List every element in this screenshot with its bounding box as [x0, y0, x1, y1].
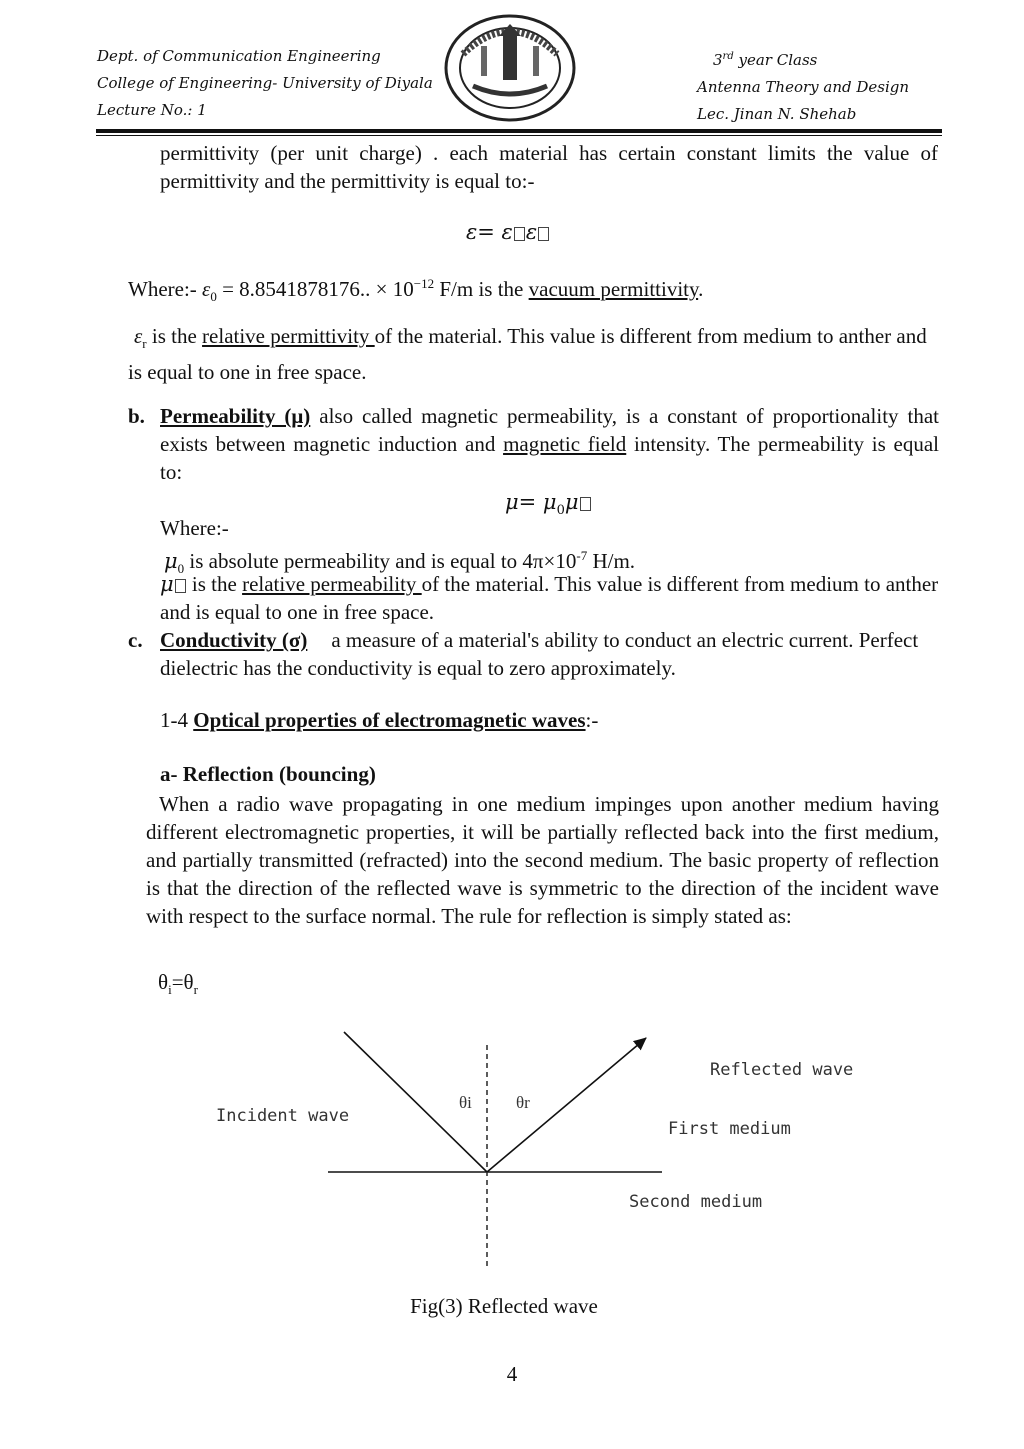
- missing-glyph-box: [538, 227, 549, 241]
- section-title: Optical properties of electromagnetic waves: [193, 708, 586, 732]
- second-medium-label: Second medium: [629, 1192, 763, 1212]
- header-left: [97, 43, 433, 124]
- header-lecture: Lecture No.: 1: [97, 101, 207, 119]
- relative-permittivity-link[interactable]: relative permittivity: [202, 324, 375, 348]
- absolute-permeability-line: $\mu_0$ is absolute permeability and is equal to $4\pi\times 10^{-7}$ H/m.: [164, 548, 636, 577]
- where-label: Where:-: [160, 516, 229, 540]
- header-college: College of Engineering- University of Diyala: [97, 74, 433, 92]
- header-dept: Dept. of Communication Engineering: [97, 47, 381, 65]
- header-rule-thick: [96, 129, 942, 133]
- conductivity-title: Conductivity (σ): [160, 628, 308, 652]
- missing-glyph-box: [175, 579, 186, 593]
- reflection-paragraph: When a radio wave propagating in one medium impinges upon another medium having different electromagnetic properties, it will be partially reflected back into the first medium, and partially transmitted (refracted) into the second medium. The basic property of reflection is that the direction of the reflected wave is symmetric to the direction of the incident wave with respect to the surface normal. The rule for reflection is simply stated as:: [146, 792, 939, 928]
- header-right: [697, 43, 909, 128]
- header-course: Antenna Theory and Design: [697, 78, 910, 96]
- permeability-title: Permeability (μ): [160, 404, 311, 428]
- incident-wave-label: Incident wave: [216, 1106, 350, 1126]
- relative-permeability-paragraph: μ is the relative permeability of the material. This value is different from medium to anther and is equal to one in free space.: [160, 572, 939, 624]
- vacuum-permittivity-line: Where:- $\varepsilon_0 = 8.8541878176$.. × $10^{-12}$ F/m is the vacuum permittivity.: [128, 276, 704, 305]
- reflection-rule: $\theta_i=\theta_r$: [158, 970, 198, 998]
- magnetic-field-link[interactable]: magnetic field: [503, 432, 627, 456]
- item-c-label: c.: [128, 628, 143, 652]
- permeability-equation: $\mu= \mu_0\mu$: [505, 490, 592, 518]
- reflected-ray: [487, 1038, 646, 1172]
- header-lecturer: Lec. Jinan N. Shehab: [697, 105, 857, 123]
- first-medium-label: First medium: [668, 1119, 791, 1139]
- missing-glyph-box: [514, 227, 525, 241]
- reflection-diagram: [200, 1020, 900, 1280]
- header-year: 3rd year Class: [713, 51, 818, 69]
- section-heading: 1-4 Optical properties of electromagnetic waves:-: [160, 708, 599, 732]
- relative-permeability-link[interactable]: relative permeability: [242, 572, 422, 596]
- college-seal-logo: [443, 14, 578, 122]
- vacuum-permittivity-link[interactable]: vacuum permittivity: [528, 277, 699, 301]
- intro-paragraph: permittivity (per unit charge) . each material has certain constant limits the value of permittivity and the permittivity is equal to:-: [160, 141, 938, 193]
- page-number: 4: [506, 1362, 518, 1386]
- figure-caption: Fig(3) Reflected wave: [410, 1294, 598, 1318]
- theta-r-label: θr: [516, 1093, 530, 1112]
- header-rule-thin: [96, 135, 942, 136]
- reflection-heading: a- Reflection (bouncing): [160, 762, 376, 786]
- relative-permittivity-paragraph: $\varepsilon_r$ is the relative permittivity of the material. This value is different from medium to anther and is equal to one in free space.: [128, 324, 927, 385]
- permeability-paragraph: Permeability (μ) also called magnetic permeability, is a constant of proportionality that exists between magnetic induction and magnetic field intensity. The permeability is equal to:: [160, 404, 939, 484]
- permittivity-equation: ε= ε ε: [466, 220, 550, 244]
- item-b-label: b.: [128, 404, 145, 428]
- theta-i-label: θi: [459, 1093, 472, 1112]
- reflected-wave-label: Reflected wave: [710, 1060, 854, 1080]
- missing-glyph-box: [580, 497, 591, 511]
- conductivity-paragraph: Conductivity (σ) a measure of a material's ability to conduct an electric current. Perfect dielectric has the conductivity is equal to zero approximately.: [160, 628, 919, 680]
